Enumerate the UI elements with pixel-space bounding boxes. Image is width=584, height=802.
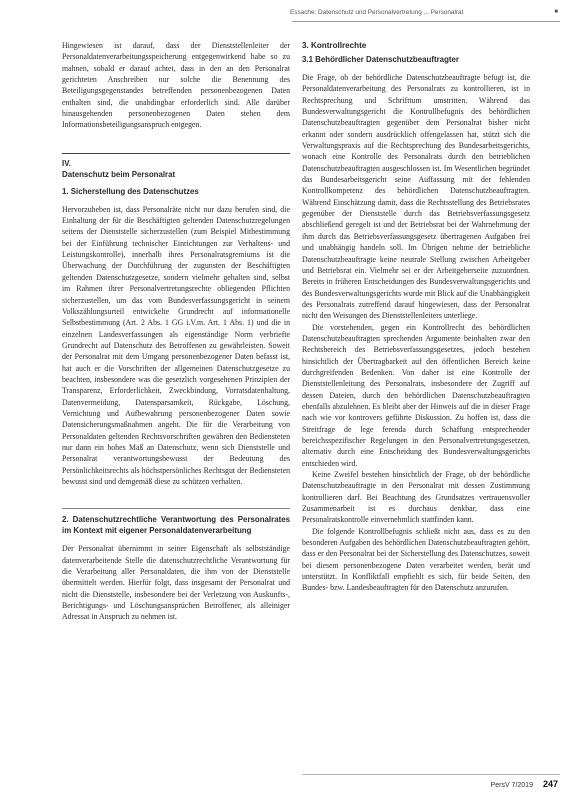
right-subsection-title: 3.1 Behördlicher Datenschutzbeauftragter (302, 55, 459, 64)
left-column (62, 40, 290, 623)
right-column (302, 40, 530, 594)
intro-paragraph: Hingewiesen ist darauf, dass der Dienststellenleiter der Personaldatenverarbeitungsspeicherung entgegenwirkend habe so zu mahnen, sobald er darauf achtet, dass in den an den Personalrat gerichteten Anschreiben nur solche die Benennung des Beteiligungsgegenstandes betreffenden personenbezogenen Daten enthalten sind, die unabdingbar erforderlich sind. Alle darüber hinausgehenden personenbezogenen Daten stehen dem Informationsbeteiligungsanspruch entgegen. (62, 41, 290, 130)
running-head-marker-icon: ■ (554, 9, 558, 15)
page-footer (491, 779, 558, 789)
top-rule (292, 21, 560, 22)
running-head-text: Essache: Datenschutz und Personalvertretung ... Personalrat (290, 9, 464, 16)
right-paragraph-3: Keine Zweifel bestehen hinsichtlich der Frage, ob der behördliche Datenschutzbeauftragte in den Personalrat mit dessen Zustimmung kontrollieren darf. Bei Beachtung des Grundsatzes vertrauensvoller Zusammenarbeit ist es durchaus denkbar, dass eine Personalratskontrolle einvernehmlich stattfinden kann. (302, 470, 530, 525)
right-paragraph-4: Die folgende Kontrollbefugnis schließt nicht aus, dass es zu den besonderen Aufgaben des behördlichen Datenschutzbeauftragten gehört, dass er den Personalrat bei der Sicherstellung des Datenschutzes, soweit bei diesem personenbezogene Daten verarbeitet werden, berät und unterstützt. In Konfliktfall empfiehlt es sich, für beide Seiten, den Bundes- bzw. Landesbeauftragten für den Datenschutz anzurufen. (302, 526, 530, 593)
subsection-2-text: Der Personalrat übernimmt in seiner Eigenschaft als selbstständige datenverarbeitende Stelle die datenschutzrechtliche Verantwortung für die Verarbeitung aller Personaldaten, die ihm von der Dienststelle übermittelt werden. Hierfür folgt, dass insgesamt der Personalrat und nicht die Dienststelle, insbesondere bei der Verletzung von Auskunfts-, Berichtigungs- und Löschungsansprüchen Betroffener, als alleiniger Adressat in Anspruch zu nehmen ist. (62, 544, 290, 622)
subsection-1-title: 1. Sicherstellung des Datenschutzes (62, 186, 199, 196)
running-head (290, 9, 558, 16)
section-heading (62, 153, 290, 180)
subsection-1-text: Hervorzuheben ist, dass Personalräte nicht nur dazu berufen sind, die Einhaltung der für die Beschäftigten geltenden Datenschutzregelungen seitens der Dienststelle sicherzustellen (zum Beispiel Mitbestimmung bei der Einführung technischer Einrichtungen zur Verhaltens- und Leistungskontrolle), innerhalb ihres Personalratsgremiums ist die Überwachung der Durchführung der zugunsten der Beschäftigten geltenden Datenschutzgesetze, sondern vielmehr gehalten sind, selbst im Rahmen ihrer Personalvertretungsrechte obliegenden Pflichten sicherzustellen, um das vom Bundesverfassungsgericht in seinem Volkszählungsurteil entwickelte Grundrecht auf informationelle Selbstbestimmung (Art. 2 Abs. 1 GG i.V.m. Art. 1 Abs. 1) und die in einzelnen Landesverfassungen als eigenständige Norm verbriefte Grundrecht auf Datenschutz des Betroffenen zu gewährleisten. Soweit der Personalrat mit dem Umgang personenbezogener Daten befasst ist, hat auch er die Vorschriften der allgemeinen Datenschutzgesetze zu beachten, insbesondere was die gesetzlich vorgesehenen Prinzipien der Transparenz, Erforderlichkeit, Zweckbindung, Vorratsdatenhaltung, Datenvermeidung, Datensparsamkeit, Rückgabe, Löschung, Vernichtung und Aufbewahrung personenbezogener Daten sowie Datensicherungsmaßnahmen angeht. Die für die Verarbeitung von Personaldaten geltenden Rechtsvorschriften gewähren den Bediensteten nur dann ein hohes Maß an Datenschutz, wenn sich Dienststelle und Personalrat verantwortungsbewusst der Bedeutung des Persönlichkeitsrechts als höchstpersönliches Rechtsgut der Bediensteten bewusst sind und demgemäß diese zu schützen verhalten. (62, 204, 290, 486)
right-section-title: 3. Kontrollrechte (302, 41, 367, 50)
subsection-2-title: 2. Datenschutzrechtliche Verantwortung des Personalrates im Kontext mit eigener Personaldatenverarbeitung (62, 508, 290, 536)
right-paragraph-2: Die vorstehenden, gegen ein Kontrollrecht des behördlichen Datenschutzbeauftragten sprechenden Argumente beinhalten zwar den Rechtsbereich des Betriebsverfassungsgesetzes, jedoch bestehen hinsichtlich der Übertragbarkeit auf den öffentlichen Bereich keine durchgreifenden Bedenken. Von daher ist eine Kontrolle der Dienststellenleitung des Personalrats, insbesondere der Zugriff auf dessen Dateien, durch den behördlichen Datenschutzbeauftragten ebenfalls abzulehnen. Es bleibt aber der Hinweis auf die in dieser Frage nach wie vor kontrovers geführte Diskussion. Zu hoffen ist, dass die Streitfrage de lege ferenda durch Schaffung entsprechender bereichsspezifischer Regelungen in den Personalvertretungsgesetzen, alternativ durch eine Entscheidung des Bundesverwaltungsgerichts entschieden wird. (302, 322, 530, 468)
page-number: 247 (542, 779, 558, 789)
section-number: IV. (62, 158, 71, 168)
journal-label: PersV 7/2019 (490, 782, 533, 789)
section-title: Datenschutz beim Personalrat (62, 169, 176, 179)
footer-rule (302, 774, 560, 775)
right-paragraph-1: Die Frage, ob der behördliche Datenschutzbeauftragte befugt ist, die Personaldatenverarbeitung des Personalrats zu kontrollieren, ist in Rechtsprechung und Schrifttum umstritten. Während das Bundesverwaltungsgericht die Kontrollbefugnis des behördlichen Datenschutzbeauftragten gegenüber dem Personalrat bisher nicht erkannt oder sondern ausdrücklich offengelassen hat, stützt sich die Verwaltungspraxis auf die Rechtsprechung des Bundesarbeitsgerichts, wonach eine Kontrolle des Personalrats durch den betrieblichen Datenschutzbeauftragten ausgeschlossen ist. Im Wesentlichen begründet das Bundesarbeitsgericht seine Auffassung mit der fehlenden Kontrollkompetenz des behördlichen Datenschutzbeauftragten. Während Einschätzung damit, dass die Rechtsstellung des Betriebsrates gegenüber der Dienststelle durch das Betriebsverfassungsgesetz abschließend geregelt ist und der Betriebsrat bei der Wahrnehmung der ihm durch das Betriebsverfassungsgesetz übertragenen Aufgaben frei und unabhängig handeln soll. Im Übrigen nehme der betriebliche Datenschutzbeauftragte keine neutrale Stellung zwischen Arbeitgeber und Betriebsrat ein. Vielmehr sei er der Arbeitgeberseite zuzuordnen. Bereits in früheren Entscheidungen des Bundesverwaltungsgerichts und des Bundesverwaltungsgerichts wurde mit Blick auf die Unabhängigkeit des Personalrats zutreffend darauf hingewiesen, dass der Personalrat nicht den Weisungen des Dienststellenleiters unterliege. (302, 73, 530, 321)
